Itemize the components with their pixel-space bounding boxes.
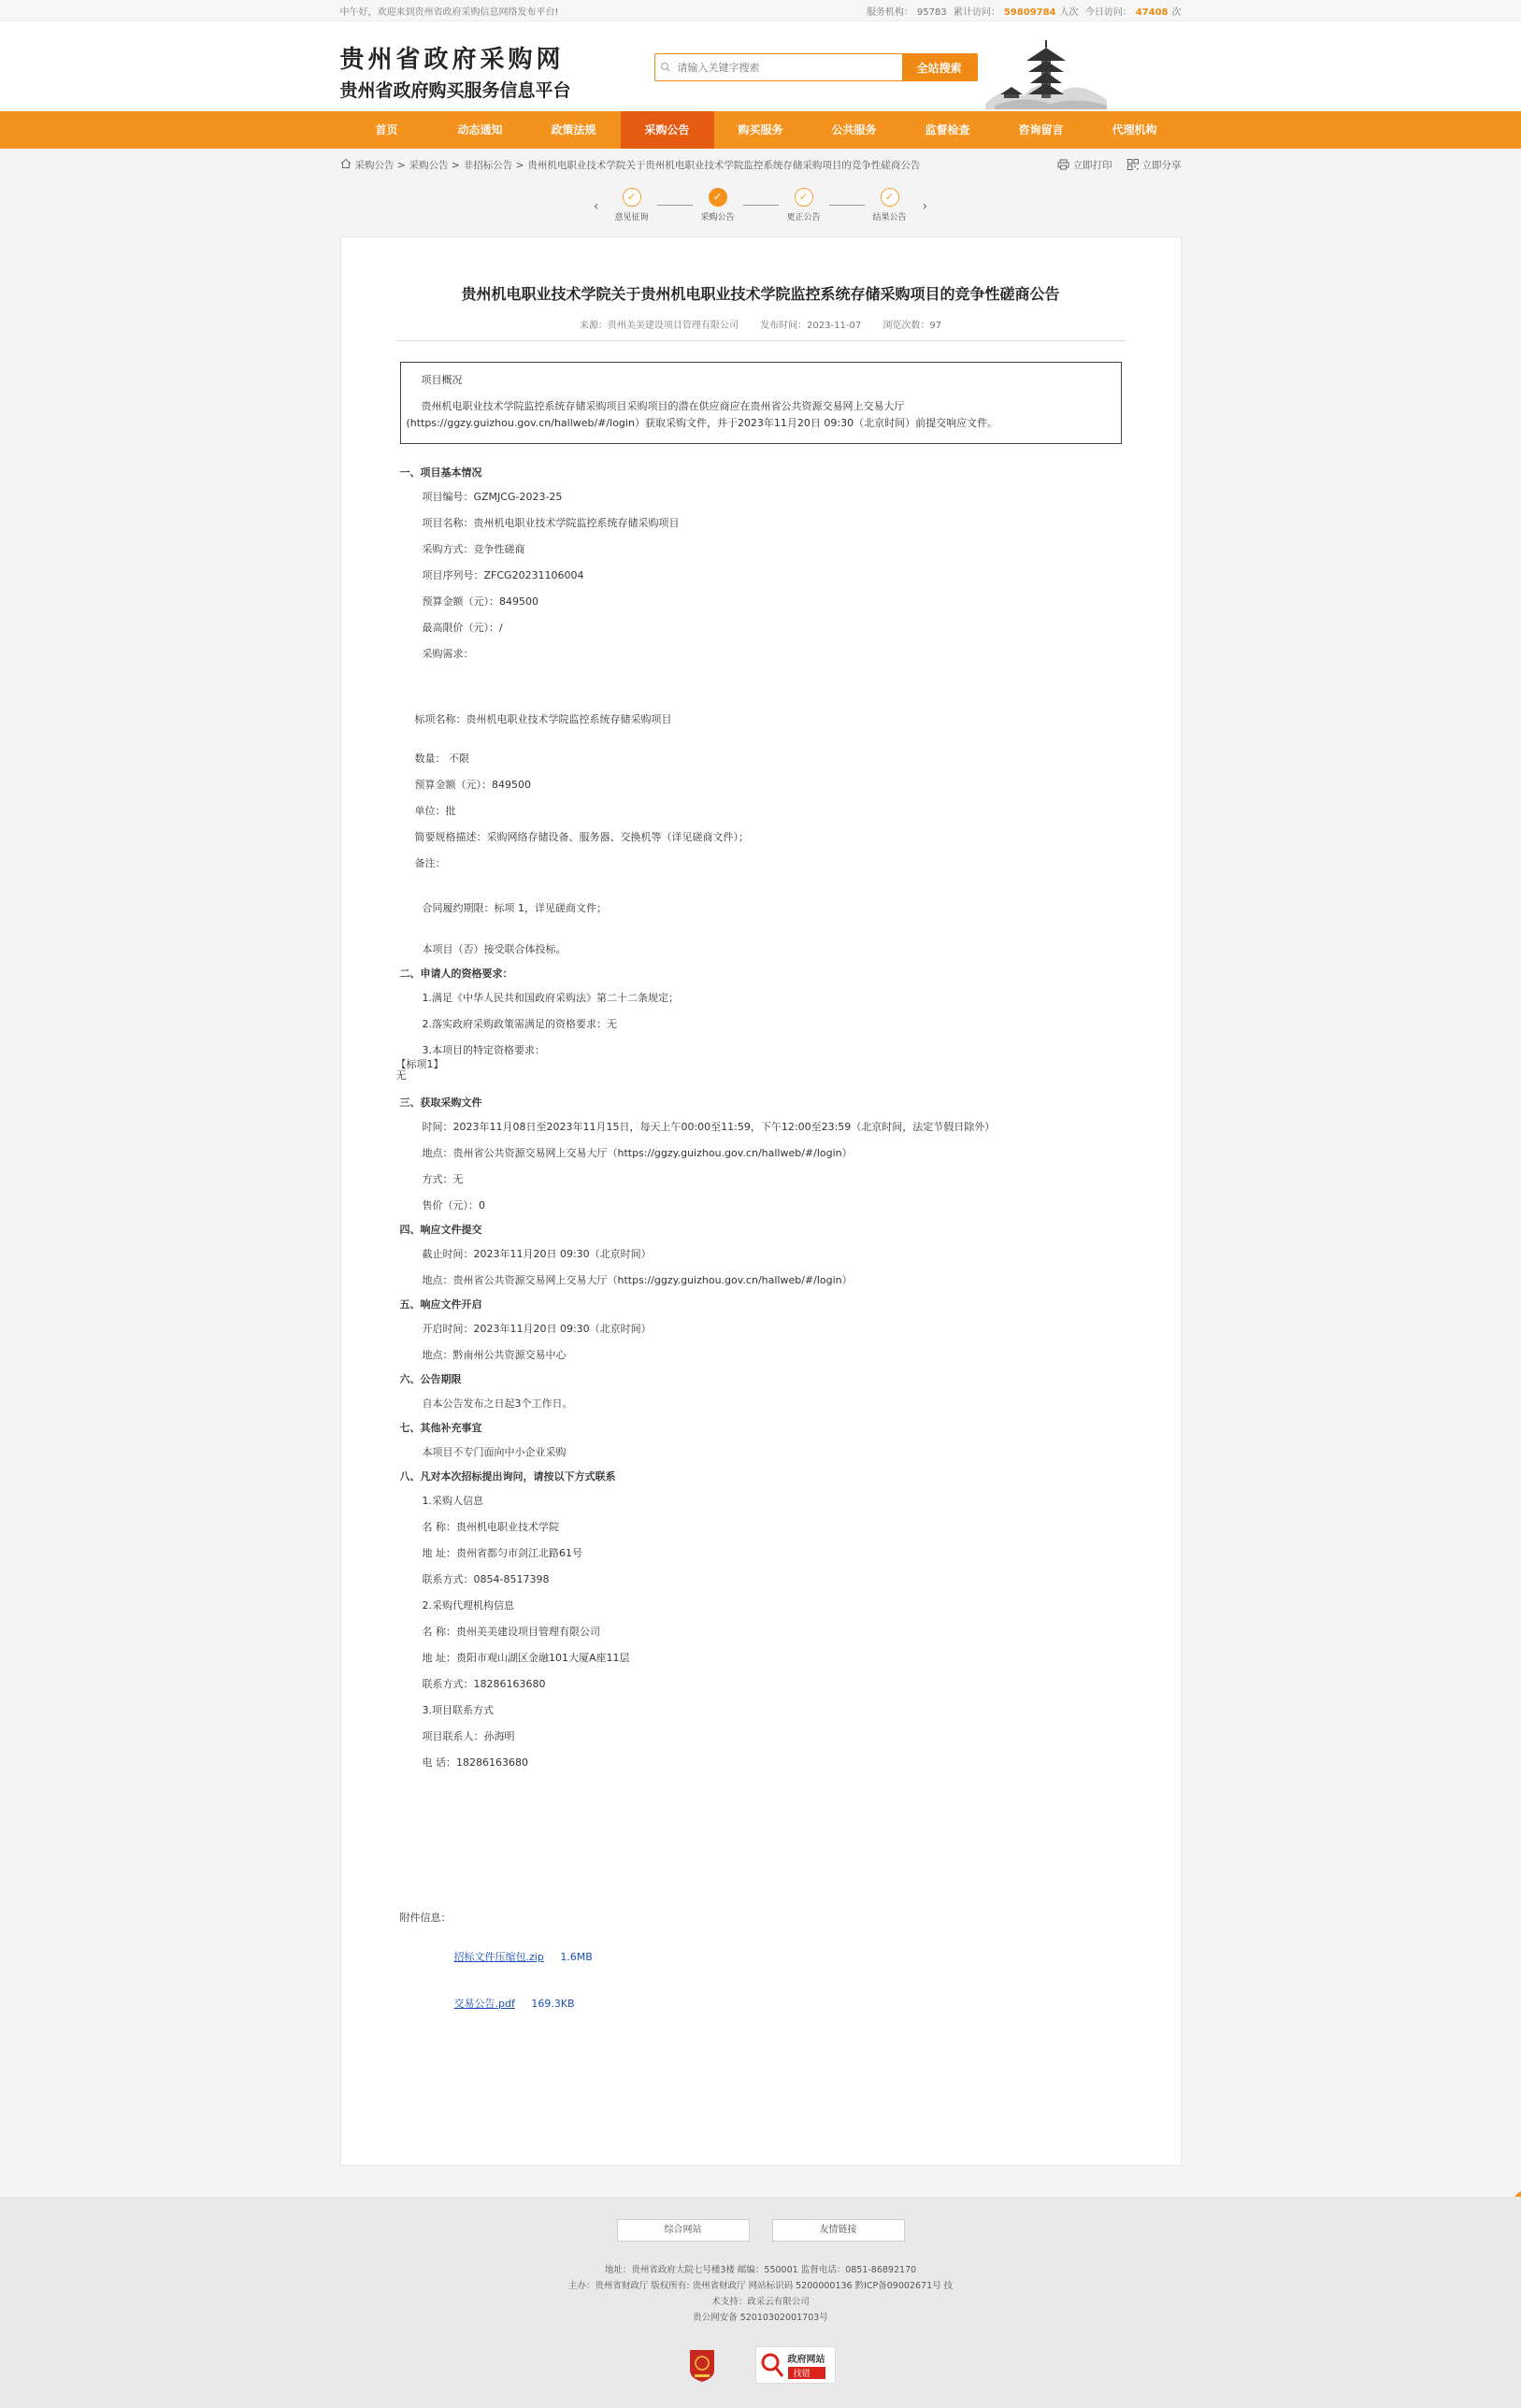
check-icon: ✓ <box>623 188 641 207</box>
info-line: 标项名称：贵州机电职业技术学院监控系统存储采购项目 <box>414 713 672 725</box>
chevron-left-icon[interactable]: ‹ <box>593 199 599 214</box>
search-button[interactable]: 全站搜索 <box>902 54 977 80</box>
breadcrumb-item[interactable]: 采购公告 > <box>409 159 460 171</box>
attachments-label: 附件信息： <box>399 1912 452 1924</box>
info-line: 时间：2023年11月08日至2023年11月15日，每天上午00:00至11:59，下午12:00至23:59（北京时间，法定节假日除外） <box>422 1121 996 1133</box>
pavilion-illustration <box>985 38 1107 113</box>
info-line: 地点：黔南州公共资源交易中心 <box>422 1349 567 1361</box>
info-line: 数量： 不限 <box>414 752 469 765</box>
footer-select-links[interactable]: 友情链接 <box>772 2219 905 2242</box>
site-footer <box>0 2197 1521 2408</box>
divider <box>396 340 1126 341</box>
share-button[interactable]: 立即分享 <box>1127 158 1182 172</box>
logo-subtitle: 贵州省政府购买服务信息平台 <box>339 80 571 101</box>
summary-heading: 项目概况 <box>421 374 463 386</box>
summary-text: 贵州机电职业技术学院监控系统存储采购项目采购项目的潜在供应商应在贵州省公共资源交易网上交易大厅(https://ggzy.guizhou.gov.cn/hallweb/#/login）获取采购文件，并于2023年11月20日 09:30（北京时间）前提交响应文件。 <box>406 400 998 429</box>
search-input[interactable] <box>676 54 902 80</box>
attachment-size: 169.3KB <box>531 1998 575 2010</box>
info-line: 开启时间：2023年11月20日 09:30（北京时间） <box>422 1323 652 1335</box>
info-line: 采购方式：竞争性磋商 <box>422 543 525 555</box>
article-title: 贵州机电职业技术学院关于贵州机电职业技术学院监控系统存储采购项目的竞争性磋商公告 <box>461 285 1060 303</box>
info-line: 单位：批 <box>414 805 456 817</box>
step-consultation[interactable]: ✓ 意见征询 <box>607 188 657 222</box>
nav-item-supervision[interactable]: 监督检查 <box>925 123 970 136</box>
breadcrumb-item[interactable]: 非招标公告 > <box>463 159 524 171</box>
visit-stats: 服务机构： 95783 累计访问： 59809784 人次 今日访问： 47408 次 <box>866 7 1182 18</box>
info-line: 地点：贵州省公共资源交易网上交易大厅（https://ggzy.guizhou.gov.cn/hallweb/#/login） <box>422 1274 853 1286</box>
attachment-size: 1.6MB <box>560 1951 593 1963</box>
home-icon[interactable] <box>340 158 352 172</box>
section-heading: 六、公告期限 <box>399 1373 462 1385</box>
info-line: 【标项1】 <box>395 1058 444 1070</box>
magnifier-icon <box>760 2351 784 2379</box>
article-panel <box>340 236 1182 2166</box>
footer-info <box>0 2262 1521 2326</box>
step-correction[interactable]: ✓ 更正公告 <box>779 188 829 222</box>
step-connector <box>743 205 779 206</box>
info-line: 方式：无 <box>422 1173 464 1185</box>
nav-item-policy[interactable]: 政策法规 <box>551 123 596 136</box>
chevron-right-icon[interactable]: › <box>922 199 928 214</box>
section-heading: 八、凡对本次招标提出询问，请按以下方式联系 <box>399 1470 616 1483</box>
article-date: 发布时间：2023-11-07 <box>760 321 862 331</box>
info-line: 1.满足《中华人民共和国政府采购法》第二十二条规定； <box>422 992 679 1004</box>
site-logo[interactable] <box>340 40 571 102</box>
info-line: 项目编号：GZMJCG-2023-25 <box>422 491 563 503</box>
today-count: 47408 <box>1135 7 1169 18</box>
step-result[interactable]: ✓ 结果公告 <box>865 188 915 222</box>
nav-item-agency[interactable]: 代理机构 <box>1112 123 1157 136</box>
main-nav <box>0 111 1521 149</box>
logo-title: 贵州省政府采购网 <box>339 46 565 74</box>
gov-site-error-report-badge[interactable]: 政府网站 找错 <box>755 2346 836 2384</box>
info-line: 地点：贵州省公共资源交易网上交易大厅（https://ggzy.guizhou.gov.cn/hallweb/#/login） <box>422 1147 853 1159</box>
info-line: 电 话：18286163680 <box>422 1756 528 1769</box>
info-line: 截止时间：2023年11月20日 09:30（北京时间） <box>422 1248 652 1260</box>
section-heading: 一、项目基本情况 <box>399 466 482 479</box>
attachment-link[interactable]: 招标文件压缩包.zip <box>453 1951 544 1963</box>
info-line: 3.本项目的特定资格要求： <box>422 1044 545 1056</box>
breadcrumb-item[interactable]: 采购公告 > <box>354 159 406 171</box>
info-line: 地 址：贵阳市观山湖区金融101大厦A座11层 <box>422 1652 630 1664</box>
info-line: 地 址：贵州省都匀市剑江北路61号 <box>422 1547 582 1559</box>
check-icon: ✓ <box>881 188 899 207</box>
info-line: 本项目（否）接受联合体投标。 <box>422 943 567 955</box>
site-header <box>0 22 1521 111</box>
attachment-item <box>400 1996 1181 2011</box>
nav-item-services[interactable]: 购买服务 <box>738 123 783 136</box>
breadcrumb-bar <box>0 149 1521 180</box>
party-gov-emblem-icon[interactable] <box>686 2346 718 2384</box>
info-line: 备注： <box>414 857 446 869</box>
info-line: 本项目不专门面向中小企业采购 <box>422 1446 567 1458</box>
check-icon: ✓ <box>709 188 727 207</box>
attachment-link[interactable]: 交易公告.pdf <box>453 1998 515 2010</box>
nav-item-home[interactable]: 首页 <box>375 123 398 136</box>
check-icon: ✓ <box>795 188 813 207</box>
project-summary-box <box>400 362 1122 444</box>
footer-line: 术支持：政采云有限公司 <box>711 2297 810 2307</box>
info-line: 售价（元）：0 <box>422 1199 485 1211</box>
info-line: 联系方式：18286163680 <box>422 1678 546 1690</box>
article-body <box>341 465 1181 2011</box>
visit-count: 59809784 <box>1003 7 1056 18</box>
search-icon <box>655 54 676 80</box>
article-views: 浏览次数：97 <box>882 321 942 331</box>
section-heading: 二、申请人的资格要求： <box>399 968 513 980</box>
info-line: 2.落实政府采购政策需满足的资格要求：无 <box>422 1018 617 1030</box>
footer-line: 贵公网安备 52010302001703号 <box>693 2313 828 2323</box>
info-line: 名 称：贵州美美建设项目管理有限公司 <box>422 1626 600 1638</box>
step-announcement[interactable]: ✓ 采购公告 <box>693 188 743 222</box>
footer-line: 主办：贵州省财政厅 版权所有: 贵州省财政厅 网站标识码 5200000136 黔ICP备09002671号 技 <box>567 2281 954 2291</box>
article-source: 来源：贵州美美建设项目管理有限公司 <box>579 321 739 331</box>
footer-line: 地址：贵州省政府大院七号楼3楼 邮编：550001 监督电话：0851-86892170 <box>604 2265 917 2275</box>
top-bar <box>0 0 1521 22</box>
search-box <box>654 53 978 81</box>
info-line: 预算金额（元）：849500 <box>422 595 538 608</box>
section-heading: 三、获取采购文件 <box>399 1096 482 1109</box>
info-line: 项目序列号：ZFCG20231106004 <box>422 569 584 581</box>
info-line: 2.采购代理机构信息 <box>422 1599 514 1612</box>
step-connector <box>657 205 693 206</box>
breadcrumb-current: 贵州机电职业技术学院关于贵州机电职业技术学院监控系统存储采购项目的竞争性磋商公告 <box>527 159 921 171</box>
process-steps <box>0 180 1521 236</box>
info-line: 简要规格描述：采购网络存储设备、服务器、交换机等（详见磋商文件）； <box>414 831 749 843</box>
step-connector <box>829 205 865 206</box>
nav-item-news[interactable]: 动态通知 <box>457 123 503 136</box>
section-heading: 五、响应文件开启 <box>399 1298 482 1311</box>
info-line: 1.采购人信息 <box>422 1495 483 1507</box>
article-meta <box>341 317 1181 331</box>
printer-icon <box>1057 159 1069 170</box>
info-line: 无 <box>395 1069 407 1082</box>
nav-item-procurement[interactable]: 采购公告 <box>621 111 714 149</box>
footer-select-sites[interactable]: 综合网站 <box>617 2219 750 2242</box>
info-line: 项目联系人：孙海明 <box>422 1730 515 1742</box>
attachment-item <box>400 1949 1181 1964</box>
info-line: 采购需求： <box>422 648 474 660</box>
welcome-text: 中午好，欢迎来到贵州省政府采购信息网络发布平台! <box>339 7 559 18</box>
nav-item-public[interactable]: 公共服务 <box>831 123 877 136</box>
info-line: 最高限价（元）：/ <box>422 622 503 634</box>
print-button[interactable]: 立即打印 <box>1057 158 1112 172</box>
info-line: 项目名称：贵州机电职业技术学院监控系统存储采购项目 <box>422 517 680 529</box>
nav-item-consult[interactable]: 咨询留言 <box>1018 123 1064 136</box>
breadcrumb <box>340 158 1057 172</box>
info-line: 3.项目联系方式 <box>422 1704 494 1716</box>
qrcode-icon <box>1127 159 1139 170</box>
info-line: 联系方式：0854-8517398 <box>422 1573 550 1585</box>
info-line: 名 称：贵州机电职业技术学院 <box>422 1521 559 1533</box>
section-heading: 四、响应文件提交 <box>399 1224 482 1236</box>
info-line: 合同履约期限：标项 1，详见磋商文件； <box>422 902 607 914</box>
info-line: 预算金额（元）：849500 <box>414 779 531 791</box>
section-heading: 七、其他补充事宜 <box>399 1422 482 1434</box>
info-line: 自本公告发布之日起3个工作日。 <box>422 1398 573 1410</box>
